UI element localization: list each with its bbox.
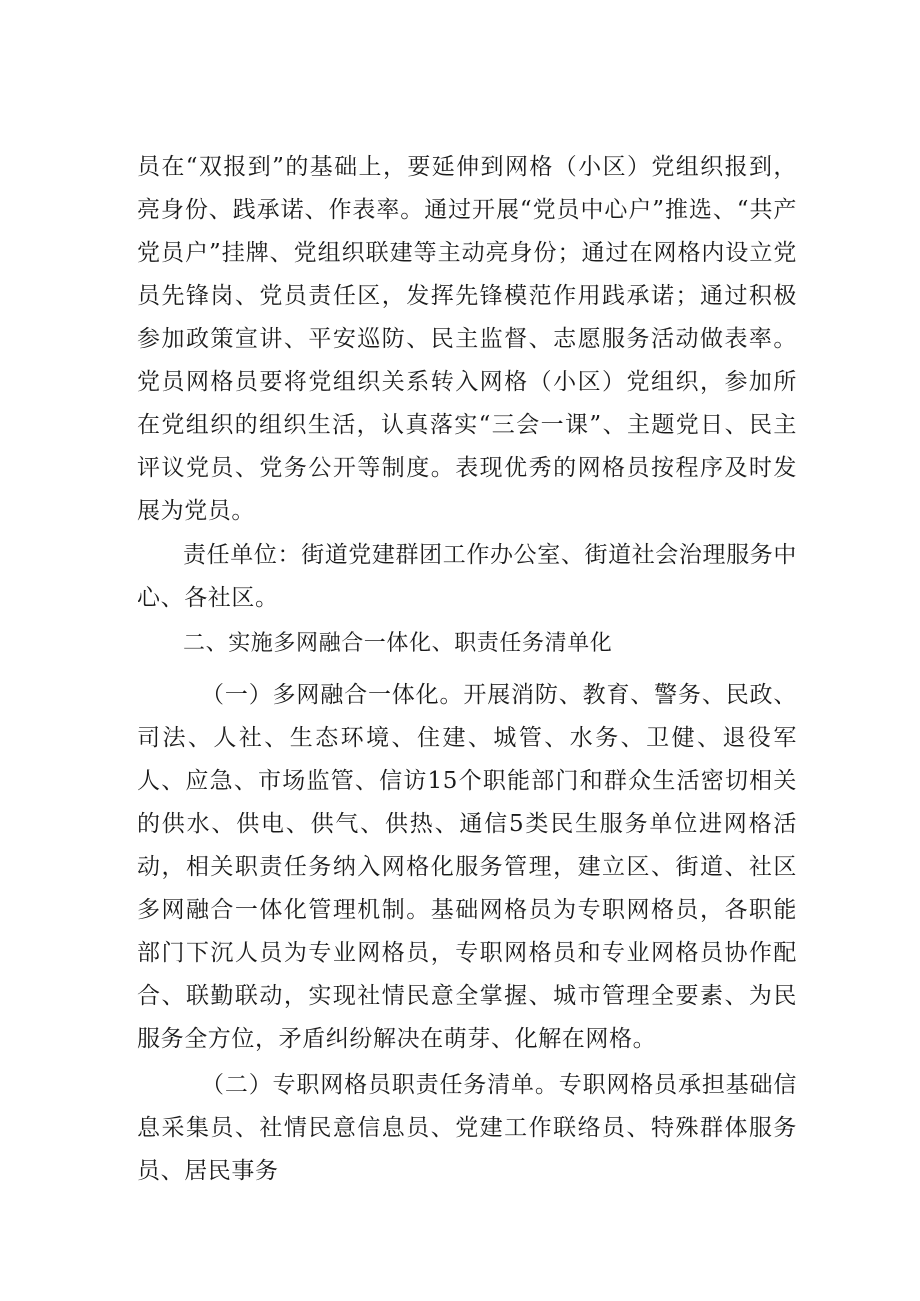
paragraph-multi-network-integration: （一）多网融合一体化。开展消防、教育、警务、民政、司法、人社、生态环境、住建、城管、水务、卫健、退役军人、应急、市场监管、信访15个职能部门和群众生活密切相关的供水、供电、供气、供热、通信5类民生服务单位进网格活动，相关职责任务纳入网格化服务管理，建立区、街道、社区多网融合一体化管理机制。基础网格员为专职网格员，各职能部门下沉人员为专业网格员，专职网格员和专业网格员协作配合、联勤联动，实现社情民意全掌握、城市管理全要素、为民服务全方位，矛盾纠纷解决在萌芽、化解在网格。 [137, 682, 797, 1052]
paragraph-party-member-reporting: 员在“双报到”的基础上，要延伸到网格（小区）党组织报到，亮身份、践承诺、作表率。通过开展“党员中心户”推选、“共产党员户”挂牌、党组织联建等主动亮身份；通过在网格内设立党员先锋岗、党员责任区，发挥先锋模范作用践承诺；通过积极参加政策宣讲、平安巡防、民主监督、志愿服务活动做表率。党员网格员要将党组织关系转入网格（小区）党组织，参加所在党组织的组织生活，认真落实“三会一课”、主题党日、民主评议党员、党务公开等制度。表现优秀的网格员按程序及时发展为党员。 [137, 154, 797, 524]
paragraph-responsible-units: 责任单位：街道党建群团工作办公室、街道社会治理服务中心、各社区。 [137, 542, 797, 611]
paragraph-full-time-grid-staff-duties: （二）专职网格员职责任务清单。专职网格员承担基础信息采集员、社情民意信息员、党建工作联络员、特殊群体服务员、居民事务 [137, 1072, 797, 1184]
section-heading-2: 二、实施多网融合一体化、职责任务清单化 [183, 631, 613, 656]
